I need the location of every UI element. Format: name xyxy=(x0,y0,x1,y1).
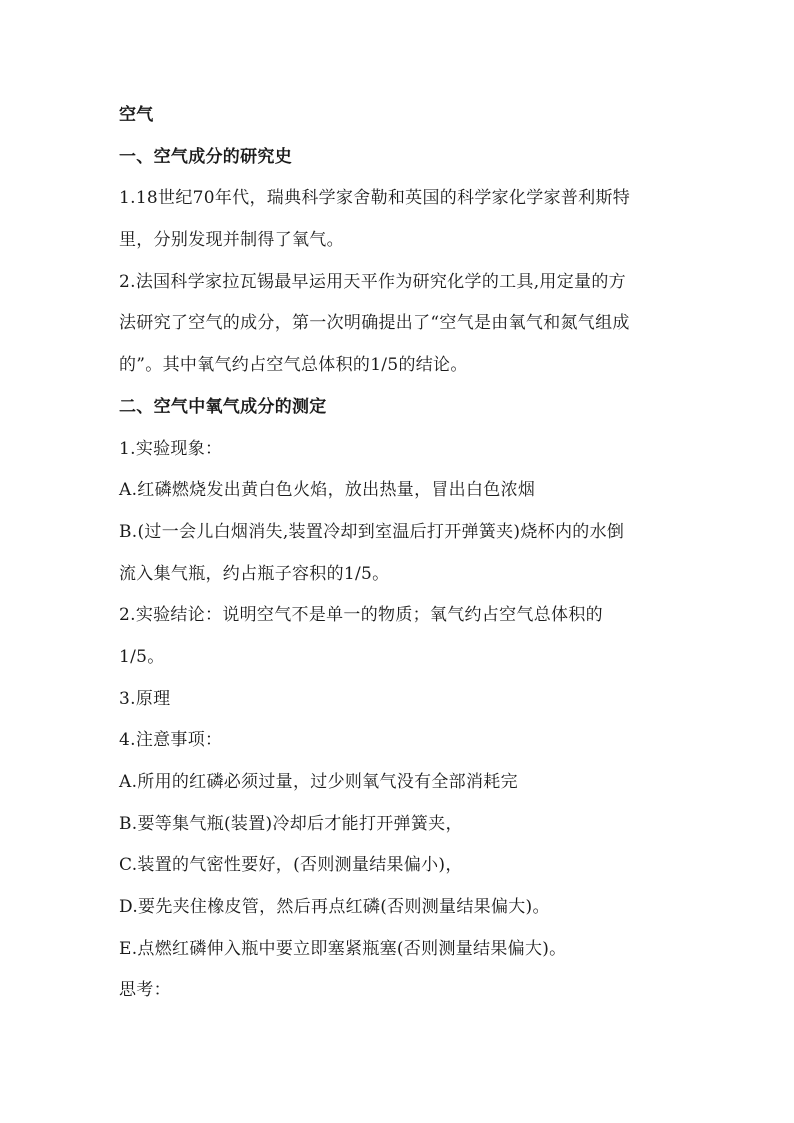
conclusion-line: 1/5。 xyxy=(119,646,165,667)
section1-heading: 一、空气成分的研究史 xyxy=(119,146,292,167)
paragraph-line: 里，分别发现并制得了氧气。 xyxy=(119,230,344,251)
paragraph-line: 1.18世纪70年代，瑞典科学家舍勒和英国的科学家化学家普利斯特 xyxy=(119,188,631,209)
document-title: 空气 xyxy=(119,105,154,125)
phenomena-title: 1.实验现象： xyxy=(119,438,223,459)
list-item: B.(过一会儿白烟消失,装置冷却到室温后打开弹簧夹)烧杯内的水倒 xyxy=(119,521,625,542)
list-item: D.要先夹住橡皮管，然后再点红磷(否则测量结果偏大)。 xyxy=(119,897,550,918)
document-page xyxy=(119,95,689,1012)
conclusion-line: 2.实验结论：说明空气不是单一的物质；氧气约占空气总体积的 xyxy=(119,605,603,626)
list-item: B.要等集气瓶(装置)冷却后才能打开弹簧夹， xyxy=(119,813,463,834)
paragraph-line: 的”。其中氧气约占空气总体积的1/5的结论。 xyxy=(119,355,468,376)
thinking-label: 思考： xyxy=(119,980,171,1001)
list-item: A.红磷燃烧发出黄白色火焰，放出热量，冒出白色浓烟 xyxy=(119,480,536,501)
paragraph-line: 法研究了空气的成分，第一次明确提出了“空气是由氧气和氮气组成 xyxy=(119,313,630,334)
list-item: E.点燃红磷伸入瓶中要立即塞紧瓶塞(否则测量结果偏大)。 xyxy=(119,938,567,959)
paragraph-line: 2.法国科学家拉瓦锡最早运用天平作为研究化学的工具,用定量的方 xyxy=(119,271,626,292)
section2-heading: 二、空气中氧气成分的测定 xyxy=(119,396,327,417)
list-item: 流入集气瓶，约占瓶子容积的1/5。 xyxy=(119,563,390,584)
list-item: C.装置的气密性要好，(否则测量结果偏小)， xyxy=(119,855,463,876)
principle-label: 3.原理 xyxy=(119,688,171,709)
notes-title: 4.注意事项： xyxy=(119,730,223,751)
list-item: A.所用的红磷必须过量，过少则氧气没有全部消耗完 xyxy=(119,772,518,792)
